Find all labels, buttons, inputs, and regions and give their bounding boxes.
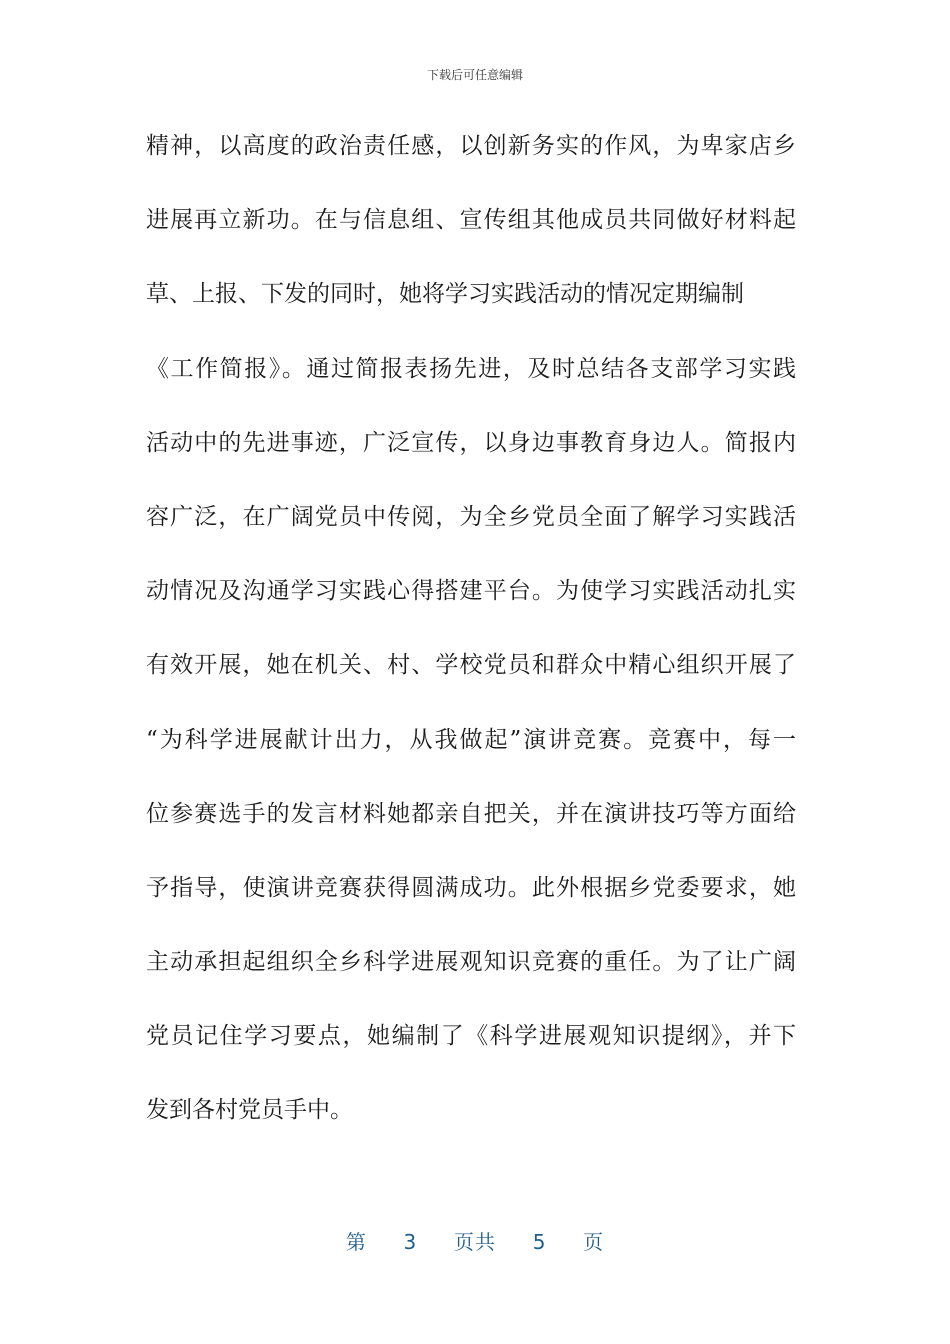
text-line: 主动承担起组织全乡科学进展观知识竞赛的重任。为了让广阔 <box>146 949 796 976</box>
header-note: 下载后可任意编辑 <box>426 68 523 82</box>
text-line: 进展再立新功。在与信息组、宣传组其他成员共同做好材料起 <box>146 207 796 234</box>
current-page-number: 3 <box>403 1230 418 1254</box>
footer-suffix: 页 <box>583 1230 605 1254</box>
text-line: 《工作简报》。通过简报表扬先进，及时总结各支部学习实践 <box>146 355 796 382</box>
total-page-number: 5 <box>532 1230 547 1254</box>
text-line: 动情况及沟通学习实践心得搭建平台。为使学习实践活动扎实 <box>146 578 796 605</box>
text-line: 容广泛，在广阔党员中传阅，为全乡党员全面了解学习实践活 <box>146 503 796 530</box>
footer-middle: 页共 <box>454 1230 496 1254</box>
text-line: 精神，以高度的政治责任感，以创新务实的作风，为卑家店乡 <box>146 133 796 159</box>
text-line: “为科学进展献计出力，从我做起”演讲竞赛。竞赛中，每一 <box>146 726 796 753</box>
text-line: 予指导，使演讲竞赛获得圆满成功。此外根据乡党委要求，她 <box>146 874 796 901</box>
text-line: 有效开展，她在机关、村、学校党员和群众中精心组织开展了 <box>146 652 796 679</box>
text-line: 草、上报、下发的同时，她将学习实践活动的情况定期编制 <box>146 281 744 308</box>
text-line: 活动中的先进事迹，广泛宣传，以身边事教育身边人。简报内 <box>146 429 796 456</box>
text-line: 位参赛选手的发言材料她都亲自把关，并在演讲技巧等方面给 <box>146 800 796 827</box>
footer-prefix: 第 <box>345 1230 367 1254</box>
document-body <box>146 126 796 1165</box>
text-line: 发到各村党员手中。 <box>146 1097 353 1124</box>
text-line: 党员记住学习要点，她编制了《科学进展观知识提纲》，并下 <box>146 1023 796 1050</box>
page-number-footer <box>0 1226 950 1255</box>
